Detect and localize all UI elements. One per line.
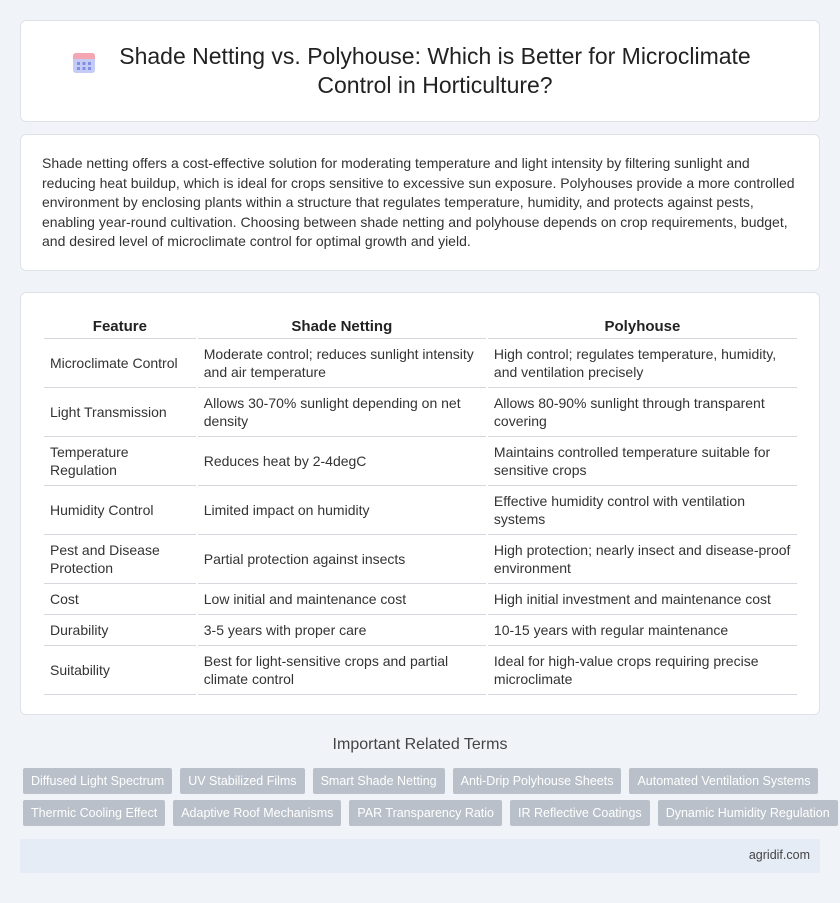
feature-cell: Humidity Control xyxy=(44,486,196,535)
shade-netting-cell: Reduces heat by 2-4degC xyxy=(198,437,486,486)
tag-thermic-cooling-effect[interactable]: Thermic Cooling Effect xyxy=(23,800,165,826)
tag-ir-reflective-coatings[interactable]: IR Reflective Coatings xyxy=(510,800,650,826)
feature-cell: Suitability xyxy=(44,646,196,695)
polyhouse-cell: Maintains controlled temperature suitable for sensitive crops xyxy=(488,437,797,486)
title-card xyxy=(20,20,820,122)
intro-card xyxy=(20,134,820,271)
tag-row xyxy=(23,800,830,826)
feature-cell: Temperature Regulation xyxy=(44,437,196,486)
tag-anti-drip-polyhouse-sheets[interactable]: Anti-Drip Polyhouse Sheets xyxy=(453,768,622,794)
related-terms-tags xyxy=(23,768,830,832)
table-row xyxy=(44,339,797,388)
tag-smart-shade-netting[interactable]: Smart Shade Netting xyxy=(313,768,445,794)
polyhouse-cell: Effective humidity control with ventilation systems xyxy=(488,486,797,535)
footer xyxy=(20,839,820,873)
shade-netting-cell: Best for light-sensitive crops and partial climate control xyxy=(198,646,486,695)
shade-netting-cell: 3-5 years with proper care xyxy=(198,615,486,646)
tag-uv-stabilized-films[interactable]: UV Stabilized Films xyxy=(180,768,304,794)
table-row xyxy=(44,388,797,437)
comparison-table xyxy=(42,313,799,695)
polyhouse-cell: Ideal for high-value crops requiring precise microclimate xyxy=(488,646,797,695)
title-wrap xyxy=(21,21,819,121)
feature-cell: Durability xyxy=(44,615,196,646)
intro-paragraph: Shade netting offers a cost-effective solution for moderating temperature and light intensity by filtering sunlight and reducing heat buildup, which is ideal for crops sensitive to excessive sun exposure. Polyhouses provide a more controlled environment by enclosing plants within a structure that regulates temperature, humidity, and protects against pests, enabling year-round cultivation. Choosing between shade netting and polyhouse depends on crop requirements, budget, and desired level of microclimate control for optimal growth and yield. xyxy=(42,155,795,249)
tag-dynamic-humidity-regulation[interactable]: Dynamic Humidity Regulation xyxy=(658,800,838,826)
polyhouse-cell: High control; regulates temperature, humidity, and ventilation precisely xyxy=(488,339,797,388)
shade-netting-cell: Allows 30-70% sunlight depending on net density xyxy=(198,388,486,437)
header-shade-netting: Shade Netting xyxy=(198,313,486,339)
table-row xyxy=(44,646,797,695)
page-title: Shade Netting vs. Polyhouse: Which is Better for Microclimate Control in Horticulture? xyxy=(119,43,751,98)
table-row xyxy=(44,486,797,535)
polyhouse-cell: High protection; nearly insect and disease-proof environment xyxy=(488,535,797,584)
feature-cell: Cost xyxy=(44,584,196,615)
shade-netting-cell: Partial protection against insects xyxy=(198,535,486,584)
polyhouse-cell: High initial investment and maintenance cost xyxy=(488,584,797,615)
related-terms-title: Important Related Terms xyxy=(332,736,508,753)
comparison-card xyxy=(20,292,820,715)
polyhouse-cell: 10-15 years with regular maintenance xyxy=(488,615,797,646)
footer-site-link[interactable]: agridif.com xyxy=(748,848,810,862)
feature-cell: Light Transmission xyxy=(44,388,196,437)
table-row xyxy=(44,437,797,486)
table-row xyxy=(44,615,797,646)
table-header-row xyxy=(44,313,797,339)
tag-adaptive-roof-mechanisms[interactable]: Adaptive Roof Mechanisms xyxy=(173,800,341,826)
feature-cell: Pest and Disease Protection xyxy=(44,535,196,584)
shade-netting-cell: Moderate control; reduces sunlight intensity and air temperature xyxy=(198,339,486,388)
tag-par-transparency-ratio[interactable]: PAR Transparency Ratio xyxy=(349,800,502,826)
table-row xyxy=(44,535,797,584)
shade-netting-cell: Low initial and maintenance cost xyxy=(198,584,486,615)
table-row xyxy=(44,584,797,615)
polyhouse-cell: Allows 80-90% sunlight through transparent covering xyxy=(488,388,797,437)
tag-diffused-light-spectrum[interactable]: Diffused Light Spectrum xyxy=(23,768,172,794)
tag-automated-ventilation-systems[interactable]: Automated Ventilation Systems xyxy=(629,768,818,794)
header-polyhouse: Polyhouse xyxy=(488,313,797,339)
feature-cell: Microclimate Control xyxy=(44,339,196,388)
shade-netting-cell: Limited impact on humidity xyxy=(198,486,486,535)
tag-row xyxy=(23,768,823,794)
header-feature: Feature xyxy=(44,313,196,339)
